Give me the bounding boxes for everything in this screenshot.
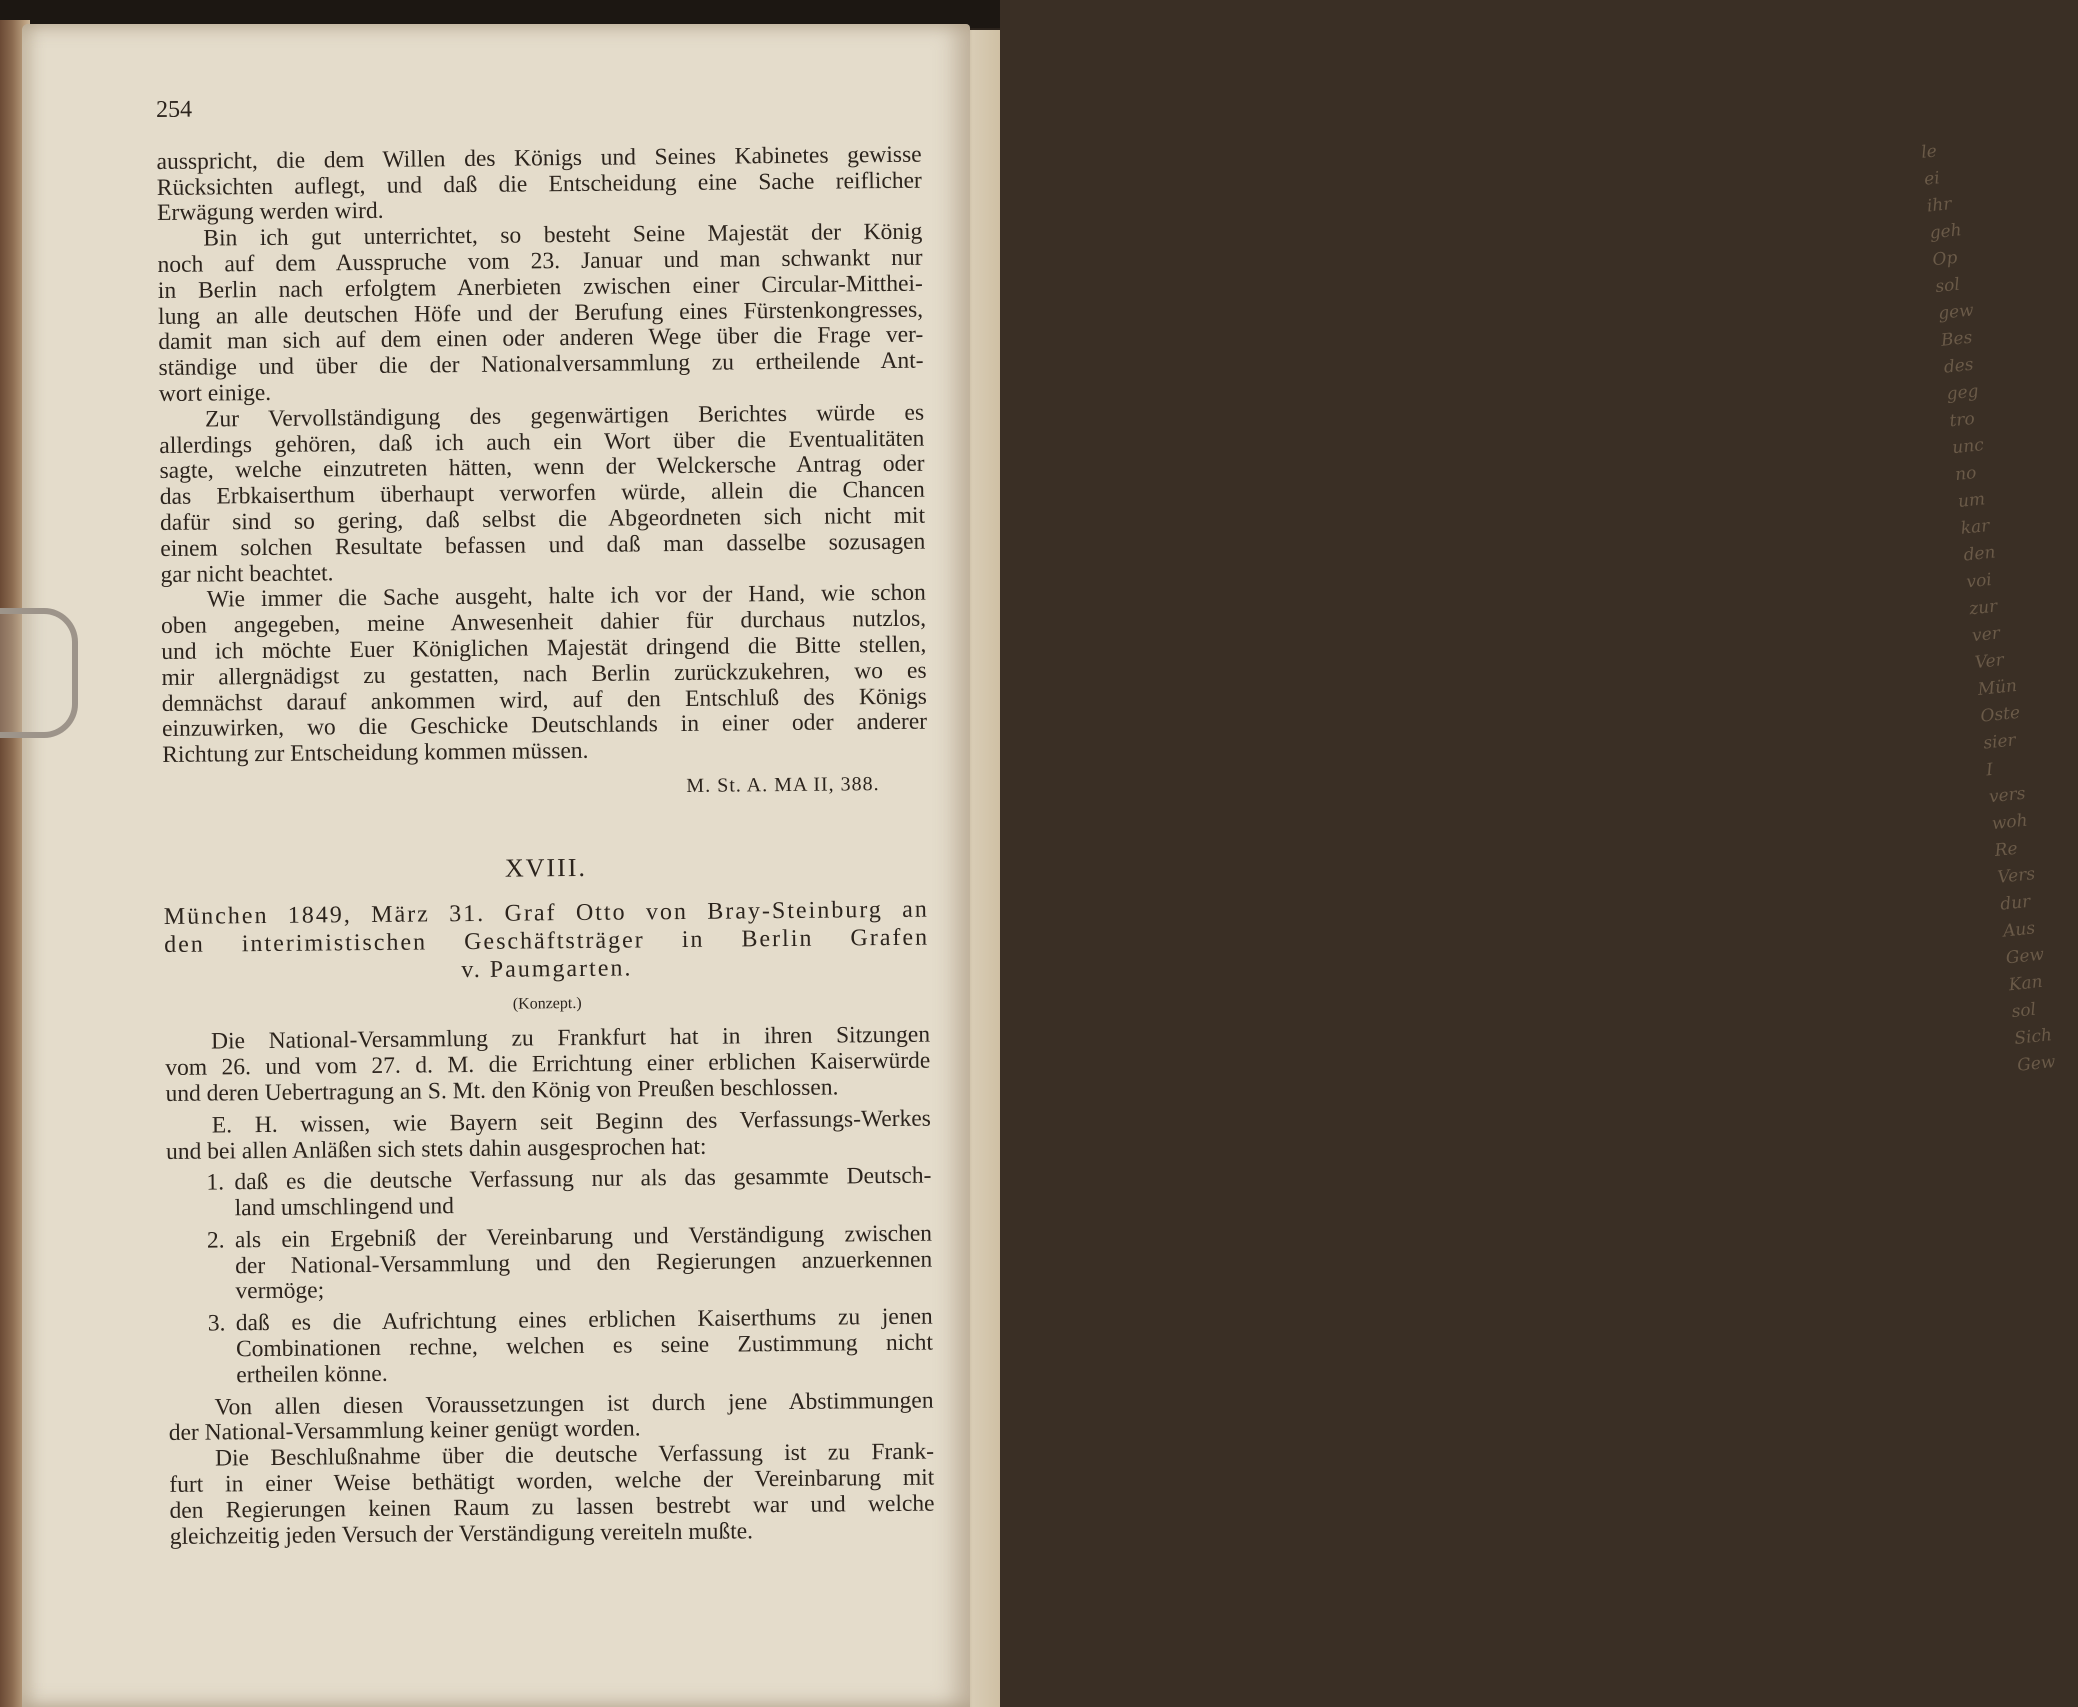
text-line: wort einige. xyxy=(158,379,272,407)
list-item-number: 2. xyxy=(206,1227,225,1254)
text-line: das Erbkaiserthum überhaupt verworfen würde, allein die Chancen xyxy=(159,476,925,511)
text-line: ausspricht, die dem Willen des Königs und Seines Kabinetes gewisse xyxy=(156,141,922,175)
list-item xyxy=(206,1164,931,1223)
margin-fragment: Ver xyxy=(1973,650,2005,674)
document-paragraph xyxy=(156,142,922,227)
text-line: vom 26. und vom 27. d. M. die Errichtung einer erblichen Kaiserwürde xyxy=(165,1047,931,1082)
text-line: der National-Versammlung und den Regierungen anzuerkennen xyxy=(235,1246,933,1279)
margin-fragment: Sich xyxy=(2013,1025,2053,1049)
page-text xyxy=(156,91,935,1551)
margin-fragment: tro xyxy=(1948,408,1976,432)
list-item xyxy=(207,1221,933,1305)
text-line: als ein Ergebniß der Vereinbarung und Verständigung zwischen xyxy=(234,1220,933,1254)
text-line: furt in einer Weise bethätigt worden, welche der Vereinbarung mit xyxy=(169,1464,935,1498)
list-item xyxy=(208,1305,934,1389)
text-line: Die Beschlußnahme über die deutsche Verfassung ist zu Frank- xyxy=(214,1438,935,1472)
margin-fragment: dur xyxy=(1999,891,2032,915)
margin-fragment: Mün xyxy=(1976,675,2018,700)
margin-fragment: gew xyxy=(1937,300,1975,324)
text-line: gleichzeitig jeden Versuch der Verständigung vereiteln mußte. xyxy=(169,1517,754,1550)
margin-fragment: zur xyxy=(1968,596,1999,620)
margin-fragment: vers xyxy=(1988,783,2027,808)
margin-fragment: Vers xyxy=(1996,864,2037,888)
margin-fragment: ihr xyxy=(1925,194,1953,217)
margin-fragment: Aus xyxy=(2002,918,2037,942)
document-paragraph xyxy=(166,1106,931,1165)
document-number: XVIII. xyxy=(504,852,588,883)
text-line: noch auf dem Ausspruche vom 23. Januar und man schwankt nur xyxy=(157,244,923,278)
text-line: Zur Vervollständigung des gegenwärtigen Berichtes würde es xyxy=(204,399,925,433)
text-line: mir allergnädigst zu gestatten, nach Berlin zurückzukehren, wo es xyxy=(161,657,927,691)
text-line: land umschlingend und xyxy=(234,1193,455,1222)
document-paragraph xyxy=(168,1388,933,1447)
margin-fragment: des xyxy=(1942,354,1975,378)
text-line: Richtung zur Entscheidung kommen müssen. xyxy=(162,738,589,769)
text-line: Von allen diesen Voraussetzungen ist durch jene Abstimmungen xyxy=(214,1387,934,1421)
archive-source-reference: M. St. A. MA II, 388. xyxy=(686,773,880,797)
text-line: und ich möchte Euer Königlichen Majestät dringend die Bitte stellen, xyxy=(161,631,927,665)
text-line: lung an alle deutschen Höfe und der Berufung eines Fürstenkongresses, xyxy=(157,296,924,330)
margin-fragment: no xyxy=(1954,462,1978,486)
text-line: gar nicht beachtet. xyxy=(160,559,334,588)
document-paragraph xyxy=(159,400,926,588)
margin-fragment: kar xyxy=(1959,515,1991,539)
text-line: allerdings gehören, daß ich auch ein Wort über die Eventualitäten xyxy=(159,425,925,459)
margin-fragment: geh xyxy=(1928,220,1963,244)
text-line: Die National-Versammlung zu Frankfurt hat in ihren Sitzungen xyxy=(210,1021,931,1055)
text-line: und bei allen Anläßen sich stets dahin ausgesprochen hat: xyxy=(165,1133,707,1165)
list-item-number: 1. xyxy=(206,1169,225,1196)
text-line: Rücksichten auflegt, und daß die Entscheidung eine Sache reiflicher xyxy=(156,167,922,201)
list-item-number: 3. xyxy=(207,1310,226,1337)
text-line: vermöge; xyxy=(235,1277,325,1305)
text-line: sagte, welche einzutreten hätten, wenn der Welckersche Antrag oder xyxy=(159,450,925,485)
text-line: Bin ich gut unterrichtet, so besteht Seine Majestät der König xyxy=(203,218,923,252)
margin-fragment: Gew xyxy=(2004,944,2046,969)
document-heading xyxy=(164,895,930,986)
numbered-list xyxy=(166,1164,933,1390)
text-line: einzuwirken, wo die Geschicke Deutschlands in einer oder anderer xyxy=(161,708,928,743)
text-line: Erwägung werden wird. xyxy=(156,198,384,227)
margin-fragment: Op xyxy=(1931,247,1959,271)
text-line: demnächst darauf ankommen wird, auf den Entschluß des Königs xyxy=(161,683,927,717)
adjacent-page-text-fragments xyxy=(1920,134,2078,1080)
previous-document-text xyxy=(156,142,927,768)
document-paragraph xyxy=(161,581,928,769)
text-line: den Regierungen keinen Raum zu lassen bestrebt war und welche xyxy=(169,1490,935,1524)
text-line: E. H. wissen, wie Bayern seit Beginn des Verfassungs-Werkes xyxy=(211,1105,931,1139)
margin-fragment: den xyxy=(1962,542,1997,566)
margin-fragment: sier xyxy=(1982,730,2017,754)
page-clip xyxy=(0,608,78,738)
margin-fragment: Oste xyxy=(1979,702,2022,727)
margin-fragment: Gew xyxy=(2016,1051,2057,1076)
text-line: einem solchen Resultate befassen und daß man dasselbe sozusagen xyxy=(160,528,926,562)
text-line: dafür sind so gering, daß selbst die Abgeordneten sich nicht mit xyxy=(159,502,926,536)
margin-fragment: Bes xyxy=(1940,327,1974,351)
margin-fragment: ei xyxy=(1923,168,1941,190)
margin-fragment: um xyxy=(1957,489,1987,512)
document-paragraph xyxy=(165,1023,931,1108)
margin-fragment: sol xyxy=(1934,274,1961,298)
text-line: damit man sich auf dem einen oder anderen Wege über die Frage ver- xyxy=(158,322,924,356)
margin-fragment: Re xyxy=(1993,838,2019,862)
margin-fragment: woh xyxy=(1990,810,2029,835)
text-line: ständige und über die der Nationalversammlung zu ertheilende Ant- xyxy=(158,347,924,382)
margin-fragment: unc xyxy=(1951,435,1985,459)
document-heading-line: München 1849, März 31. Graf Otto von Bray-Steinburg an xyxy=(163,896,929,930)
text-line: daß es die Aufrichtung eines erblichen Kaiserthums zu jenen xyxy=(235,1303,933,1337)
margin-fragment: voi xyxy=(1965,569,1993,593)
document-heading-line: den interimistischen Geschäftsträger in Berlin Grafen xyxy=(164,924,930,958)
margin-fragment: geg xyxy=(1945,381,1980,405)
text-line: Wie immer die Sache ausgeht, halte ich vor der Hand, wie schon xyxy=(206,579,926,613)
text-line: ertheilen könne. xyxy=(236,1360,388,1389)
text-line: oben angegeben, meine Anwesenheit dahier für durchaus nutzlos, xyxy=(160,605,927,640)
document-heading-line: v. Paumgarten. xyxy=(461,954,633,983)
text-line: der National-Versammlung keiner genügt worden. xyxy=(168,1415,641,1447)
margin-fragment: Kan xyxy=(2007,971,2044,996)
margin-fragment: le xyxy=(1920,141,1938,163)
text-line: und deren Uebertragung an S. Mt. den König von Preußen beschlossen. xyxy=(165,1074,839,1107)
text-line: in Berlin nach erfolgtem Anerbieten zwischen einer Circular-Mitthei- xyxy=(157,270,923,304)
draft-note: (Konzept.) xyxy=(512,994,582,1013)
document-paragraph xyxy=(157,220,924,408)
text-line: daß es die deutsche Verfassung nur als das gesammte Deutsch- xyxy=(234,1162,932,1196)
margin-fragment: sol xyxy=(2010,999,2037,1023)
text-line: Combinationen rechne, welchen es seine Zustimmung nicht xyxy=(235,1329,934,1363)
margin-fragment: I xyxy=(1985,759,1994,781)
page-number: 254 xyxy=(155,96,193,123)
document-paragraph xyxy=(169,1440,935,1551)
margin-fragment: ver xyxy=(1971,623,2001,647)
